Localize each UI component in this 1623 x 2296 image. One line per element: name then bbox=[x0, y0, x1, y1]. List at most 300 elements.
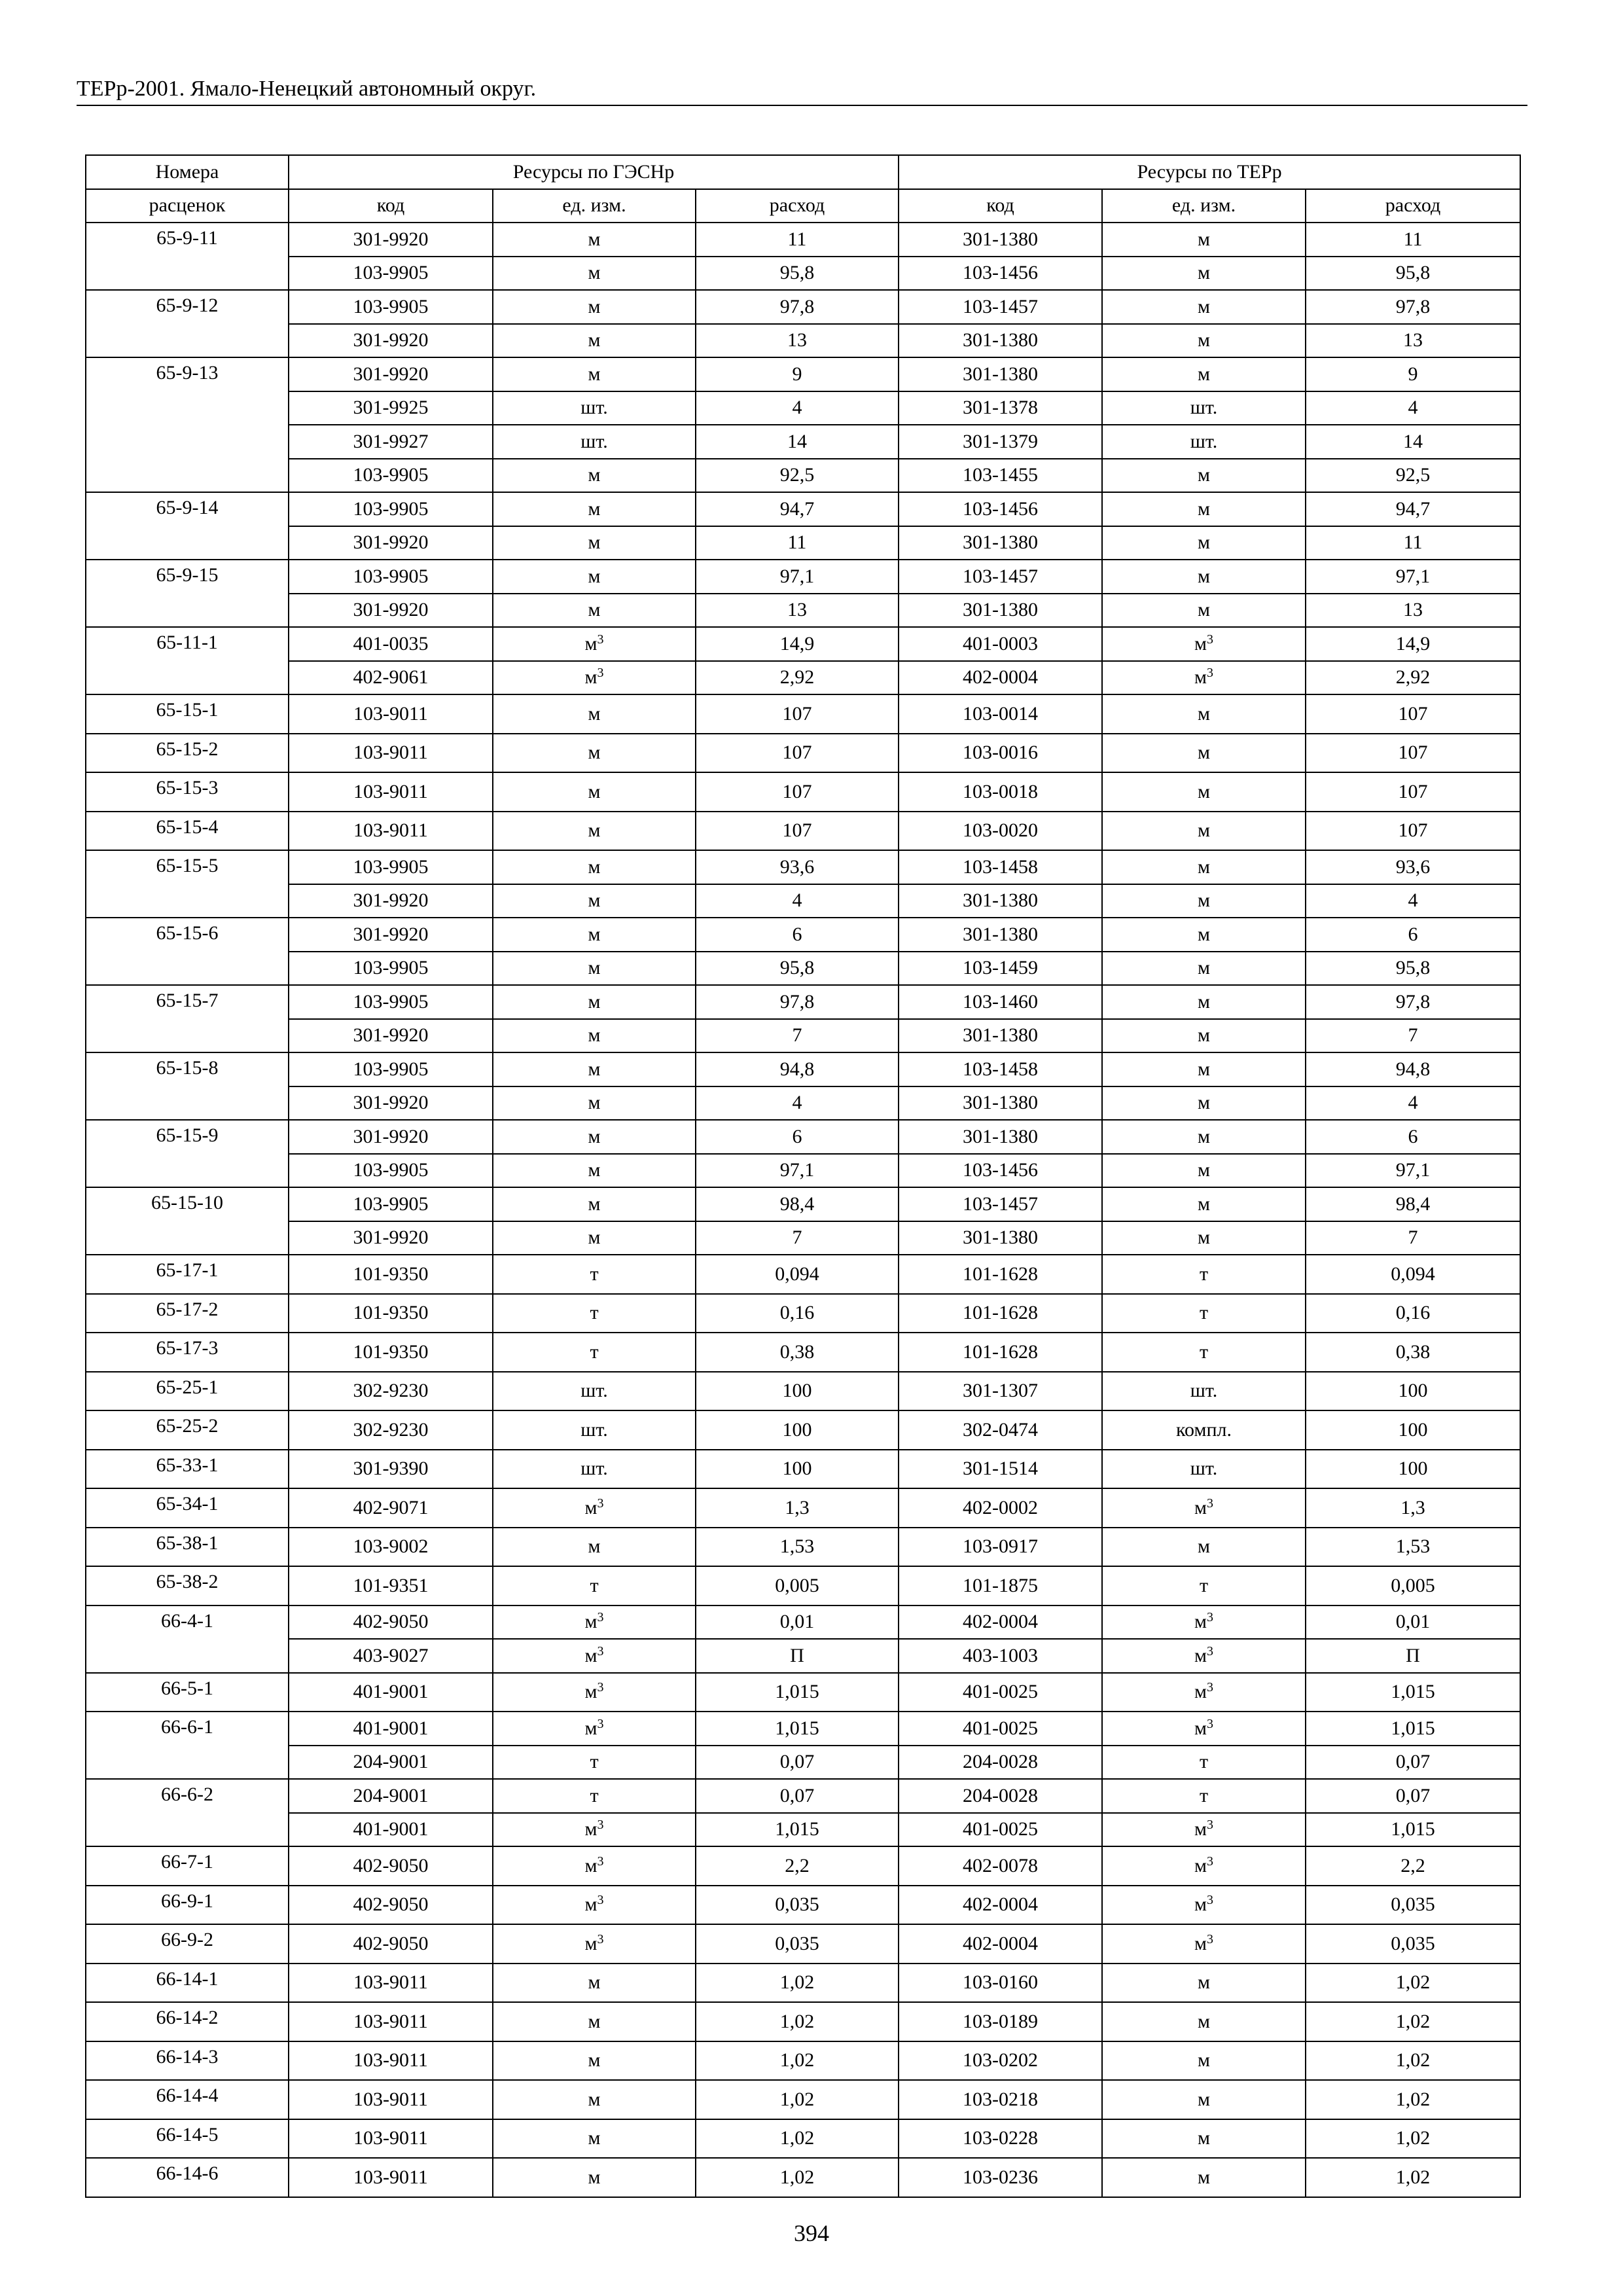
ter-amount-cell: 0,01 bbox=[1306, 1605, 1520, 1640]
gesn-amount-cell: 1,015 bbox=[696, 1813, 899, 1847]
ter-unit-cell: т bbox=[1102, 1566, 1306, 1605]
table-row bbox=[86, 1154, 1520, 1188]
gesn-amount-cell: 0,16 bbox=[696, 1294, 899, 1333]
gesn-unit-cell: м bbox=[493, 324, 696, 358]
ter-code-header: код bbox=[899, 189, 1102, 223]
header-row-1 bbox=[86, 155, 1520, 189]
gesn-amount-cell: 98,4 bbox=[696, 1187, 899, 1221]
gesn-code-cell: 301-9920 bbox=[289, 884, 493, 918]
gesn-amount-cell: 0,005 bbox=[696, 1566, 899, 1605]
table-row bbox=[86, 324, 1520, 358]
ter-code-cell: 402-0004 bbox=[899, 1886, 1102, 1925]
ter-code-cell: 103-1458 bbox=[899, 850, 1102, 884]
ter-unit-cell: шт. bbox=[1102, 1372, 1306, 1411]
ter-code-cell: 402-0004 bbox=[899, 1924, 1102, 1964]
ter-code-cell: 301-1307 bbox=[899, 1372, 1102, 1411]
ter-unit-cell: м bbox=[1102, 1187, 1306, 1221]
ter-unit-cell: $м^3$ bbox=[1102, 1886, 1306, 1925]
rate-number-cell: 66-14-5 bbox=[86, 2119, 289, 2159]
ter-unit-header: ед. изм. bbox=[1102, 189, 1306, 223]
table-row bbox=[86, 1187, 1520, 1221]
ter-code-cell: 103-0020 bbox=[899, 812, 1102, 851]
table-row bbox=[86, 918, 1520, 952]
rate-number-cell: 65-9-14 bbox=[86, 492, 289, 560]
ter-code-cell: 103-0218 bbox=[899, 2080, 1102, 2119]
gesn-code-cell: 302-9230 bbox=[289, 1410, 493, 1450]
table-row bbox=[86, 1255, 1520, 1294]
ter-code-cell: 301-1380 bbox=[899, 1019, 1102, 1053]
ter-code-cell: 301-1380 bbox=[899, 357, 1102, 391]
gesn-amount-cell: 97,1 bbox=[696, 1154, 899, 1188]
table-row bbox=[86, 1886, 1520, 1925]
table-row bbox=[86, 459, 1520, 493]
gesn-code-cell: 103-9905 bbox=[289, 1154, 493, 1188]
gesn-amount-cell: 0,38 bbox=[696, 1333, 899, 1372]
ter-unit-cell: м bbox=[1102, 223, 1306, 257]
ter-amount-cell: 9 bbox=[1306, 357, 1520, 391]
gesn-unit-cell: $м^3$ bbox=[493, 1488, 696, 1528]
ter-unit-cell: м bbox=[1102, 918, 1306, 952]
gesn-unit-cell: $м^3$ bbox=[493, 1605, 696, 1640]
gesn-code-cell: 301-9920 bbox=[289, 526, 493, 560]
gesn-code-cell: 103-9905 bbox=[289, 850, 493, 884]
gesn-unit-cell: $м^3$ bbox=[493, 1846, 696, 1886]
ter-amount-cell: 97,1 bbox=[1306, 1154, 1520, 1188]
table-row bbox=[86, 526, 1520, 560]
ter-amount-cell: 7 bbox=[1306, 1019, 1520, 1053]
rate-number-cell: 65-34-1 bbox=[86, 1488, 289, 1528]
gesn-amount-cell: 4 bbox=[696, 391, 899, 425]
gesn-amount-cell: 95,8 bbox=[696, 952, 899, 986]
gesn-unit-cell: $м^3$ bbox=[493, 627, 696, 661]
gesn-code-cell: 103-9905 bbox=[289, 492, 493, 526]
table-row bbox=[86, 1964, 1520, 2003]
ter-code-cell: 401-0025 bbox=[899, 1712, 1102, 1746]
rate-number-cell: 66-7-1 bbox=[86, 1846, 289, 1886]
rate-number-cell: 65-15-8 bbox=[86, 1052, 289, 1120]
gesn-code-cell: 301-9920 bbox=[289, 1019, 493, 1053]
gesn-code-cell: 103-9011 bbox=[289, 694, 493, 734]
gesn-code-cell: 401-0035 bbox=[289, 627, 493, 661]
ter-amount-cell: 0,035 bbox=[1306, 1886, 1520, 1925]
gesn-amount-cell: 13 bbox=[696, 594, 899, 628]
gesn-code-cell: 103-9011 bbox=[289, 772, 493, 812]
gesn-code-cell: 301-9920 bbox=[289, 324, 493, 358]
rate-number-cell: 65-25-1 bbox=[86, 1372, 289, 1411]
ter-unit-cell: м bbox=[1102, 2002, 1306, 2041]
gesn-code-cell: 401-9001 bbox=[289, 1673, 493, 1712]
gesn-unit-header: ед. изм. bbox=[493, 189, 696, 223]
gesn-code-cell: 101-9350 bbox=[289, 1294, 493, 1333]
ter-amount-header: расход bbox=[1306, 189, 1520, 223]
table-row bbox=[86, 1221, 1520, 1255]
ter-amount-cell: 1,015 bbox=[1306, 1813, 1520, 1847]
gesn-amount-cell: 100 bbox=[696, 1410, 899, 1450]
ter-code-cell: 101-1628 bbox=[899, 1255, 1102, 1294]
rate-number-cell: 65-15-5 bbox=[86, 850, 289, 918]
gesn-amount-cell: 4 bbox=[696, 1086, 899, 1121]
gesn-code-cell: 403-9027 bbox=[289, 1639, 493, 1673]
table-row bbox=[86, 2041, 1520, 2081]
gesn-code-cell: 402-9050 bbox=[289, 1924, 493, 1964]
ter-amount-cell: 7 bbox=[1306, 1221, 1520, 1255]
ter-code-cell: 301-1380 bbox=[899, 1120, 1102, 1154]
ter-amount-cell: 1,015 bbox=[1306, 1673, 1520, 1712]
gesn-unit-cell: $м^3$ bbox=[493, 1712, 696, 1746]
ter-code-cell: 204-0028 bbox=[899, 1746, 1102, 1780]
ter-amount-cell: 97,8 bbox=[1306, 290, 1520, 324]
gesn-code-cell: 401-9001 bbox=[289, 1813, 493, 1847]
gesn-amount-cell: 11 bbox=[696, 223, 899, 257]
table-row bbox=[86, 952, 1520, 986]
ter-amount-cell: П bbox=[1306, 1639, 1520, 1673]
ter-unit-cell: м bbox=[1102, 772, 1306, 812]
gesn-amount-cell: 94,7 bbox=[696, 492, 899, 526]
gesn-code-cell: 103-9011 bbox=[289, 2041, 493, 2081]
table-row bbox=[86, 734, 1520, 773]
ter-code-cell: 103-1460 bbox=[899, 985, 1102, 1019]
ter-amount-cell: 94,7 bbox=[1306, 492, 1520, 526]
ter-code-cell: 301-1380 bbox=[899, 324, 1102, 358]
gesn-unit-cell: м bbox=[493, 2002, 696, 2041]
gesn-amount-cell: 0,07 bbox=[696, 1779, 899, 1813]
gesn-code-cell: 402-9071 bbox=[289, 1488, 493, 1528]
ter-code-cell: 103-1456 bbox=[899, 492, 1102, 526]
ter-unit-cell: м bbox=[1102, 2041, 1306, 2081]
ter-unit-cell: м bbox=[1102, 357, 1306, 391]
ter-code-cell: 103-0189 bbox=[899, 2002, 1102, 2041]
ter-amount-cell: 100 bbox=[1306, 1450, 1520, 1489]
ter-unit-cell: м bbox=[1102, 560, 1306, 594]
gesn-code-cell: 103-9011 bbox=[289, 1964, 493, 2003]
ter-amount-cell: 107 bbox=[1306, 772, 1520, 812]
gesn-amount-cell: 100 bbox=[696, 1450, 899, 1489]
gesn-code-cell: 101-9350 bbox=[289, 1333, 493, 1372]
ter-amount-cell: 0,07 bbox=[1306, 1746, 1520, 1780]
ter-amount-cell: 0,094 bbox=[1306, 1255, 1520, 1294]
ter-unit-cell: м bbox=[1102, 952, 1306, 986]
gesn-code-cell: 301-9920 bbox=[289, 594, 493, 628]
gesn-unit-cell: шт. bbox=[493, 1450, 696, 1489]
ter-code-cell: 301-1380 bbox=[899, 526, 1102, 560]
gesn-amount-cell: 97,8 bbox=[696, 290, 899, 324]
ter-amount-cell: 100 bbox=[1306, 1410, 1520, 1450]
ter-code-cell: 103-1457 bbox=[899, 560, 1102, 594]
gesn-amount-cell: 13 bbox=[696, 324, 899, 358]
ter-code-cell: 103-0014 bbox=[899, 694, 1102, 734]
rate-number-cell: 66-4-1 bbox=[86, 1605, 289, 1673]
gesn-amount-cell: 11 bbox=[696, 526, 899, 560]
ter-unit-cell: т bbox=[1102, 1333, 1306, 1372]
table-row bbox=[86, 1120, 1520, 1154]
gesn-amount-cell: 7 bbox=[696, 1019, 899, 1053]
ter-unit-cell: м bbox=[1102, 526, 1306, 560]
ter-amount-cell: 1,02 bbox=[1306, 2041, 1520, 2081]
ter-amount-cell: 14,9 bbox=[1306, 627, 1520, 661]
gesn-amount-cell: 93,6 bbox=[696, 850, 899, 884]
ter-amount-cell: 4 bbox=[1306, 1086, 1520, 1121]
table-row bbox=[86, 1294, 1520, 1333]
ter-code-cell: 302-0474 bbox=[899, 1410, 1102, 1450]
page-number: 394 bbox=[794, 2220, 829, 2246]
ter-unit-cell: $м^3$ bbox=[1102, 1712, 1306, 1746]
rate-number-cell: 65-15-6 bbox=[86, 918, 289, 985]
ter-code-cell: 103-0917 bbox=[899, 1528, 1102, 1567]
gesn-unit-cell: м bbox=[493, 223, 696, 257]
table-row bbox=[86, 1372, 1520, 1411]
gesn-unit-cell: шт. bbox=[493, 1372, 696, 1411]
ter-code-cell: 103-0202 bbox=[899, 2041, 1102, 2081]
table-row bbox=[86, 850, 1520, 884]
page-header: ТЕРр-2001. Ямало-Ненецкий автономный округ. bbox=[77, 76, 1527, 106]
gesn-code-cell: 301-9920 bbox=[289, 918, 493, 952]
ter-unit-cell: м bbox=[1102, 812, 1306, 851]
gesn-unit-cell: м bbox=[493, 459, 696, 493]
gesn-code-cell: 101-9351 bbox=[289, 1566, 493, 1605]
gesn-amount-cell: 107 bbox=[696, 694, 899, 734]
ter-code-cell: 103-1455 bbox=[899, 459, 1102, 493]
table-row bbox=[86, 1086, 1520, 1121]
table-row bbox=[86, 391, 1520, 425]
gesn-unit-cell: т bbox=[493, 1779, 696, 1813]
table-row bbox=[86, 2002, 1520, 2041]
gesn-amount-cell: 107 bbox=[696, 812, 899, 851]
ter-code-cell: 301-1380 bbox=[899, 918, 1102, 952]
gesn-unit-cell: м bbox=[493, 1528, 696, 1567]
ter-amount-cell: 97,1 bbox=[1306, 560, 1520, 594]
resources-table bbox=[85, 154, 1521, 2198]
col-number-header-line2: расценок bbox=[86, 189, 289, 223]
table-row bbox=[86, 560, 1520, 594]
gesn-amount-cell: 1,015 bbox=[696, 1673, 899, 1712]
gesn-unit-cell: м bbox=[493, 594, 696, 628]
ter-unit-cell: компл. bbox=[1102, 1410, 1306, 1450]
gesn-unit-cell: м bbox=[493, 2080, 696, 2119]
ter-code-cell: 301-1380 bbox=[899, 594, 1102, 628]
rate-number-cell: 65-25-2 bbox=[86, 1410, 289, 1450]
table-row bbox=[86, 1813, 1520, 1847]
ter-code-cell: 402-0078 bbox=[899, 1846, 1102, 1886]
rate-number-cell: 65-17-2 bbox=[86, 1294, 289, 1333]
gesn-unit-cell: м bbox=[493, 1086, 696, 1121]
gesn-unit-cell: $м^3$ bbox=[493, 1813, 696, 1847]
ter-unit-cell: м bbox=[1102, 594, 1306, 628]
rate-number-cell: 65-9-13 bbox=[86, 357, 289, 492]
gesn-unit-cell: шт. bbox=[493, 391, 696, 425]
gesn-code-cell: 301-9920 bbox=[289, 1120, 493, 1154]
rate-number-cell: 65-15-9 bbox=[86, 1120, 289, 1187]
gesn-amount-cell: 0,07 bbox=[696, 1746, 899, 1780]
gesn-amount-cell: 1,02 bbox=[696, 2041, 899, 2081]
ter-amount-cell: 95,8 bbox=[1306, 257, 1520, 291]
table-row bbox=[86, 1846, 1520, 1886]
gesn-amount-cell: 6 bbox=[696, 1120, 899, 1154]
gesn-code-cell: 302-9230 bbox=[289, 1372, 493, 1411]
ter-unit-cell: м bbox=[1102, 884, 1306, 918]
table-row bbox=[86, 492, 1520, 526]
gesn-unit-cell: м bbox=[493, 918, 696, 952]
rate-number-cell: 66-6-1 bbox=[86, 1712, 289, 1779]
rate-number-cell: 66-14-6 bbox=[86, 2158, 289, 2197]
ter-unit-cell: шт. bbox=[1102, 425, 1306, 459]
ter-code-cell: 301-1379 bbox=[899, 425, 1102, 459]
gesn-amount-cell: 9 bbox=[696, 357, 899, 391]
gesn-code-cell: 301-9920 bbox=[289, 357, 493, 391]
gesn-unit-cell: м bbox=[493, 357, 696, 391]
ter-amount-cell: 4 bbox=[1306, 884, 1520, 918]
gesn-code-cell: 401-9001 bbox=[289, 1712, 493, 1746]
ter-amount-cell: 14 bbox=[1306, 425, 1520, 459]
ter-code-cell: 403-1003 bbox=[899, 1639, 1102, 1673]
ter-code-cell: 301-1380 bbox=[899, 223, 1102, 257]
table-row bbox=[86, 257, 1520, 291]
gesn-unit-cell: т bbox=[493, 1746, 696, 1780]
ter-code-cell: 402-0004 bbox=[899, 1605, 1102, 1640]
ter-unit-cell: м bbox=[1102, 492, 1306, 526]
ter-code-cell: 101-1875 bbox=[899, 1566, 1102, 1605]
gesn-unit-cell: м bbox=[493, 952, 696, 986]
gesn-unit-cell: шт. bbox=[493, 1410, 696, 1450]
gesn-unit-cell: м bbox=[493, 850, 696, 884]
gesn-amount-cell: 6 bbox=[696, 918, 899, 952]
table-row bbox=[86, 223, 1520, 257]
table-row bbox=[86, 1019, 1520, 1053]
table-row bbox=[86, 1488, 1520, 1528]
ter-unit-cell: м bbox=[1102, 694, 1306, 734]
gesn-amount-cell: 95,8 bbox=[696, 257, 899, 291]
gesn-amount-cell: 14,9 bbox=[696, 627, 899, 661]
rate-number-cell: 66-14-2 bbox=[86, 2002, 289, 2041]
table-row bbox=[86, 1410, 1520, 1450]
ter-amount-cell: 95,8 bbox=[1306, 952, 1520, 986]
gesn-unit-cell: м bbox=[493, 290, 696, 324]
gesn-unit-cell: м bbox=[493, 526, 696, 560]
gesn-amount-cell: 7 bbox=[696, 1221, 899, 1255]
gesn-code-cell: 103-9905 bbox=[289, 1052, 493, 1086]
gesn-code-cell: 103-9011 bbox=[289, 2080, 493, 2119]
gesn-unit-cell: м bbox=[493, 1120, 696, 1154]
gesn-unit-cell: м bbox=[493, 694, 696, 734]
gesn-unit-cell: м bbox=[493, 492, 696, 526]
gesn-code-cell: 103-9011 bbox=[289, 2158, 493, 2197]
gesn-unit-cell: $м^3$ bbox=[493, 1673, 696, 1712]
gesn-code-cell: 103-9905 bbox=[289, 290, 493, 324]
gesn-unit-cell: т bbox=[493, 1333, 696, 1372]
gesn-code-cell: 103-9905 bbox=[289, 560, 493, 594]
ter-unit-cell: м bbox=[1102, 734, 1306, 773]
ter-unit-cell: $м^3$ bbox=[1102, 1639, 1306, 1673]
ter-amount-cell: 98,4 bbox=[1306, 1187, 1520, 1221]
ter-code-cell: 402-0004 bbox=[899, 661, 1102, 695]
ter-unit-cell: м bbox=[1102, 459, 1306, 493]
gesn-code-cell: 301-9925 bbox=[289, 391, 493, 425]
gesn-amount-cell: 107 bbox=[696, 734, 899, 773]
table-row bbox=[86, 694, 1520, 734]
table-row bbox=[86, 1924, 1520, 1964]
gesn-code-cell: 301-9920 bbox=[289, 1221, 493, 1255]
gesn-amount-cell: П bbox=[696, 1639, 899, 1673]
ter-code-cell: 401-0003 bbox=[899, 627, 1102, 661]
gesn-unit-cell: м bbox=[493, 2158, 696, 2197]
ter-amount-cell: 100 bbox=[1306, 1372, 1520, 1411]
gesn-code-cell: 103-9905 bbox=[289, 952, 493, 986]
gesn-amount-cell: 1,02 bbox=[696, 1964, 899, 2003]
gesn-amount-cell: 2,2 bbox=[696, 1846, 899, 1886]
table-row bbox=[86, 1712, 1520, 1746]
table-row bbox=[86, 425, 1520, 459]
gesn-code-cell: 103-9011 bbox=[289, 2119, 493, 2159]
rate-number-cell: 65-33-1 bbox=[86, 1450, 289, 1489]
ter-amount-cell: 1,3 bbox=[1306, 1488, 1520, 1528]
ter-code-cell: 103-0228 bbox=[899, 2119, 1102, 2159]
rate-number-cell: 65-38-1 bbox=[86, 1528, 289, 1567]
table-row bbox=[86, 2080, 1520, 2119]
ter-unit-cell: м bbox=[1102, 1528, 1306, 1567]
rate-number-cell: 65-9-12 bbox=[86, 290, 289, 357]
table-row bbox=[86, 594, 1520, 628]
ter-amount-cell: 97,8 bbox=[1306, 985, 1520, 1019]
gesn-amount-cell: 0,035 bbox=[696, 1886, 899, 1925]
table-row bbox=[86, 1528, 1520, 1567]
ter-amount-cell: 6 bbox=[1306, 1120, 1520, 1154]
gesn-code-cell: 301-9927 bbox=[289, 425, 493, 459]
header-row-2 bbox=[86, 189, 1520, 223]
ter-unit-cell: м bbox=[1102, 2080, 1306, 2119]
rate-number-cell: 65-11-1 bbox=[86, 627, 289, 694]
ter-unit-cell: $м^3$ bbox=[1102, 1846, 1306, 1886]
ter-unit-cell: т bbox=[1102, 1294, 1306, 1333]
table-row bbox=[86, 1673, 1520, 1712]
ter-amount-cell: 1,015 bbox=[1306, 1712, 1520, 1746]
gesn-code-cell: 301-9920 bbox=[289, 223, 493, 257]
rate-number-cell: 65-15-7 bbox=[86, 985, 289, 1052]
gesn-code-cell: 204-9001 bbox=[289, 1779, 493, 1813]
ter-code-cell: 301-1514 bbox=[899, 1450, 1102, 1489]
ter-amount-cell: 0,38 bbox=[1306, 1333, 1520, 1372]
gesn-amount-cell: 0,094 bbox=[696, 1255, 899, 1294]
gesn-unit-cell: $м^3$ bbox=[493, 661, 696, 695]
gesn-amount-cell: 0,035 bbox=[696, 1924, 899, 1964]
ter-unit-cell: $м^3$ bbox=[1102, 1673, 1306, 1712]
ter-code-cell: 301-1380 bbox=[899, 884, 1102, 918]
ter-code-cell: 103-1457 bbox=[899, 1187, 1102, 1221]
gesn-code-cell: 204-9001 bbox=[289, 1746, 493, 1780]
gesn-code-cell: 103-9905 bbox=[289, 1187, 493, 1221]
ter-amount-cell: 107 bbox=[1306, 694, 1520, 734]
ter-amount-cell: 1,02 bbox=[1306, 2158, 1520, 2197]
table-row bbox=[86, 1333, 1520, 1372]
table-row bbox=[86, 357, 1520, 391]
ter-unit-cell: м bbox=[1102, 1964, 1306, 2003]
gesn-unit-cell: т bbox=[493, 1255, 696, 1294]
ter-amount-cell: 11 bbox=[1306, 223, 1520, 257]
gesn-code-cell: 402-9050 bbox=[289, 1846, 493, 1886]
ter-code-cell: 103-1459 bbox=[899, 952, 1102, 986]
gesn-code-cell: 301-9920 bbox=[289, 1086, 493, 1121]
gesn-unit-cell: м bbox=[493, 1019, 696, 1053]
gesn-unit-cell: м bbox=[493, 1154, 696, 1188]
rate-number-cell: 65-15-3 bbox=[86, 772, 289, 812]
ter-code-cell: 101-1628 bbox=[899, 1333, 1102, 1372]
ter-unit-cell: т bbox=[1102, 1746, 1306, 1780]
ter-code-cell: 401-0025 bbox=[899, 1673, 1102, 1712]
ter-code-cell: 103-0160 bbox=[899, 1964, 1102, 2003]
gesn-code-header: код bbox=[289, 189, 493, 223]
rate-number-cell: 65-38-2 bbox=[86, 1566, 289, 1605]
ter-amount-cell: 2,92 bbox=[1306, 661, 1520, 695]
ter-code-cell: 103-1456 bbox=[899, 257, 1102, 291]
table-row bbox=[86, 1450, 1520, 1489]
